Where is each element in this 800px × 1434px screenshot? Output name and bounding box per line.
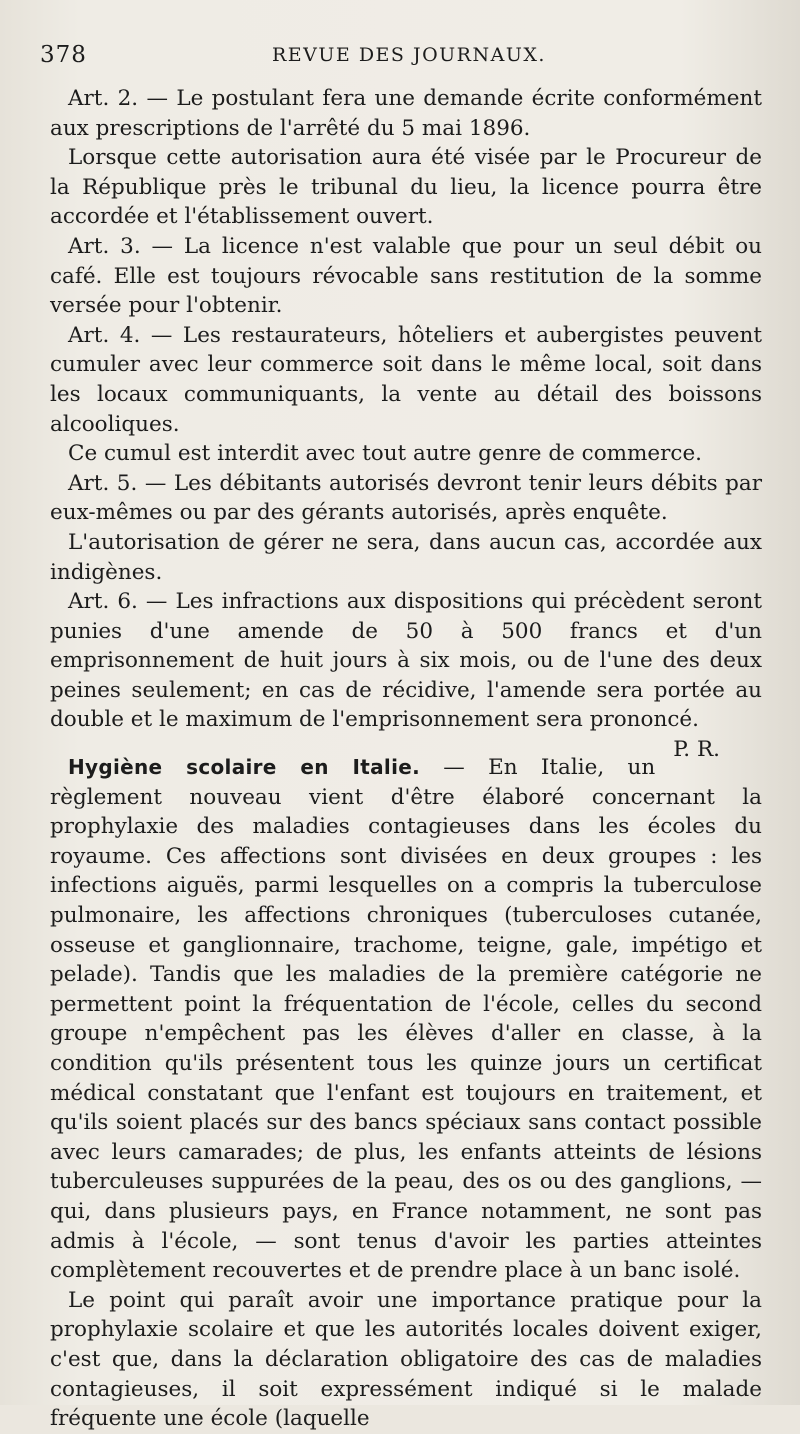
paragraph-art-2: Art. 2. — Le postulant fera une demande écrite conformément aux prescriptions de l'arrêté du 5 mai 1896. — [50, 86, 762, 141]
paragraph-prophylaxie: Le point qui paraît avoir une importance pratique pour la prophylaxie scolaire et que les autorités locales doivent exiger, c'est que, dans la déclaration obligatoire des cas de maladies contagieuses, il soit expressément indiqué si le malade fréquente une école (laquelle — [50, 1287, 762, 1432]
page-number: 378 — [40, 42, 87, 68]
paragraph-hygiene-intro — [50, 753, 762, 1286]
paragraph-art-6 — [50, 587, 762, 763]
section-title-hygiene: Hygiène scolaire en Italie. — [68, 755, 420, 780]
paragraph-cumul: Ce cumul est interdit avec tout autre genre de commerce. — [68, 441, 703, 467]
paragraph-art-4: Art. 4. — Les restaurateurs, hôteliers et aubergistes peuvent cumuler avec leur commerce soit dans le même local, soit dans les locaux communiquants, la vente au détail des boissons alcooliques. — [50, 322, 762, 437]
paragraph-autorisation: Lorsque cette autorisation aura été visée par le Procureur de la République près le tribunal du lieu, la licence pourra être accordée et l'établissement ouvert. — [50, 145, 762, 230]
paragraph-art-3: Art. 3. — La licence n'est valable que pour un seul débit ou café. Elle est toujours révocable sans restitution de la somme versée pour l'obtenir. — [50, 233, 762, 319]
hygiene-intro-text: — En Italie, un règlement nouveau vient d'être élaboré concernant la prophylaxie des maladies contagieuses dans les écoles du royaume. Ces affections sont divisées en deux groupes : les infections aiguës, parmi lesquelles on a compris la tuberculose pulmonaire, les affections chroniques (tuberculoses cutanée, osseuse et ganglionnaire, trachome, teigne, gale, impétigo et pelade). Tandis que les maladies de la première catégorie ne permettent point la fréquentation de l'école, celles du second groupe n'empêchent pas les élèves d'aller en classe, à la condition qu'ils présentent tous les quinze jours un certificat médical constatant que l'enfant est toujours en traitement, et qu'ils soient placés sur des bancs spéciaux sans contact possible avec leurs camarades; de plus, les enfants atteints de lésions tuberculeuses suppurées de la peau, des os ou des ganglions, — qui, dans plusieurs pays, en France notamment, ne sont pas admis à l'école, — sont tenus d'avoir les parties atteintes complètement recouvertes et de prendre place à un banc isolé. — [50, 755, 762, 1284]
paragraph-art-5: Art. 5. — Les débitants autorisés devront tenir leurs débits par eux-mêmes ou par des gérants autorisés, après enquête. — [50, 470, 762, 526]
paragraph-gerer: L'autorisation de gérer ne sera, dans aucun cas, accordée aux indigènes. — [50, 529, 762, 585]
running-title: REVUE DES JOURNAUX. — [272, 44, 546, 66]
article-body — [50, 84, 762, 1434]
author-initials: P. R. — [673, 737, 720, 763]
page-header — [40, 42, 760, 76]
art-6-text: Art. 6. — Les infractions aux dispositions qui précèdent seront punies d'une amende de 50 à 500 francs et d'un emprisonnement de huit jours à six mois, ou de l'une des deux peines seulement; en cas de récidive, l'amende sera portée au double et le maximum de l'emprisonnement sera prononcé. — [50, 589, 762, 733]
